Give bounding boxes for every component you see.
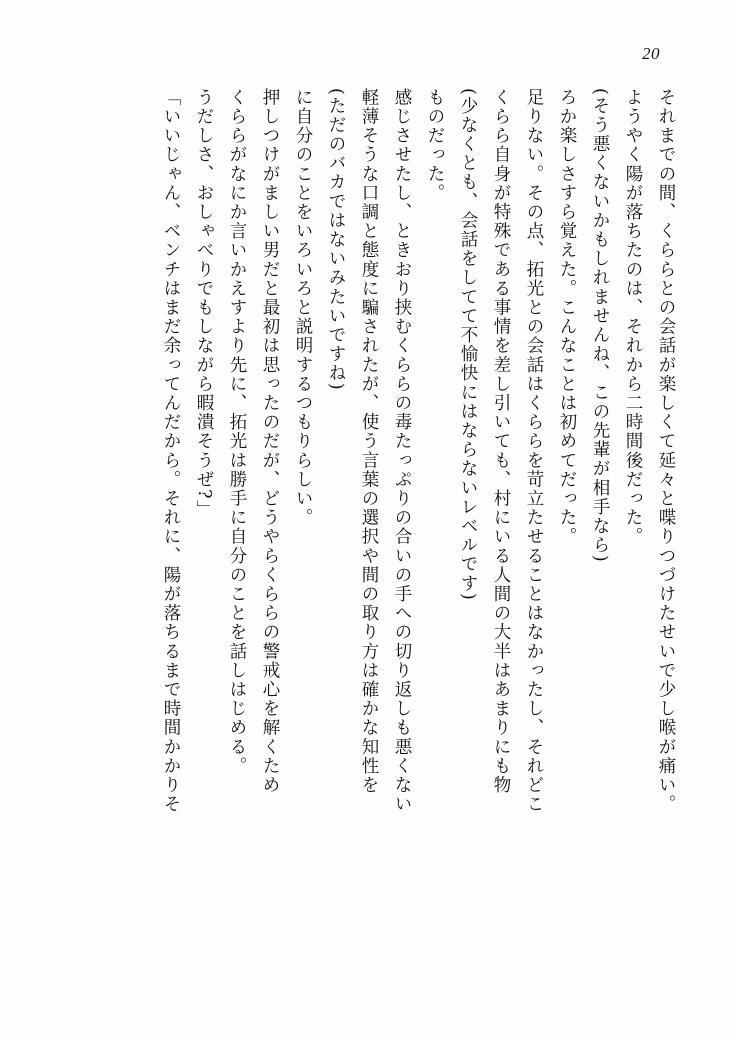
text-column: ろか楽しさすら覚えた。こんなことは初めてだった。: [557, 88, 577, 547]
page-number: 20: [642, 44, 660, 63]
text-column: それまでの間、くららとの会話が楽しくて延々と喋りつづけたせいで少し喉が痛い。: [656, 88, 676, 814]
text-column: 押しつけがましい男だと最初は思ったのだが、どうやらくららの警戒心を解くため: [260, 88, 280, 795]
text-column: (ただのバカではないみたいですね): [326, 88, 346, 392]
text-column: (少なくとも、会話をしてて不愉快にはならないレベルです): [458, 88, 478, 602]
text-column: うだしさ、おしゃべりでもしながら暇潰そうぜ?」: [194, 88, 214, 520]
text-column: 軽薄そうな口調と態度に騙されたが、使う言葉の選択や間の取り方は確かな知性を: [359, 88, 379, 795]
text-column: 「いいじゃん、ベンチはまだ余ってんだから。それに、陽が落ちるまで時間かかりそ: [161, 88, 181, 814]
text-column: 感じさせたし、ときおり挟むくららの毒たっぷりの合いの手への切り返しも悪くない: [392, 88, 412, 814]
text-column: くららがなにか言いかえすより先に、拓光は勝手に自分のことを話しはじめる。: [227, 88, 247, 776]
text-column: 足りない。その点、拓光との会話はくららを苛立たせることはなかったし、それどこ: [524, 88, 544, 814]
text-column: (そう悪くないかもしれませんね、この先輩が相手なら): [590, 88, 610, 564]
text-column: ものだった。: [425, 88, 445, 203]
text-column: くらら自身が特殊である事情を差し引いても、村にいる人間の大半はあまりにも物: [491, 88, 511, 795]
text-column: ようやく陽が落ちたのは、それから二時間後だった。: [623, 88, 643, 547]
text-column: に自分のことをいろいろと説明するつもりらしい。: [293, 88, 313, 528]
vertical-text-body: [96, 88, 674, 976]
